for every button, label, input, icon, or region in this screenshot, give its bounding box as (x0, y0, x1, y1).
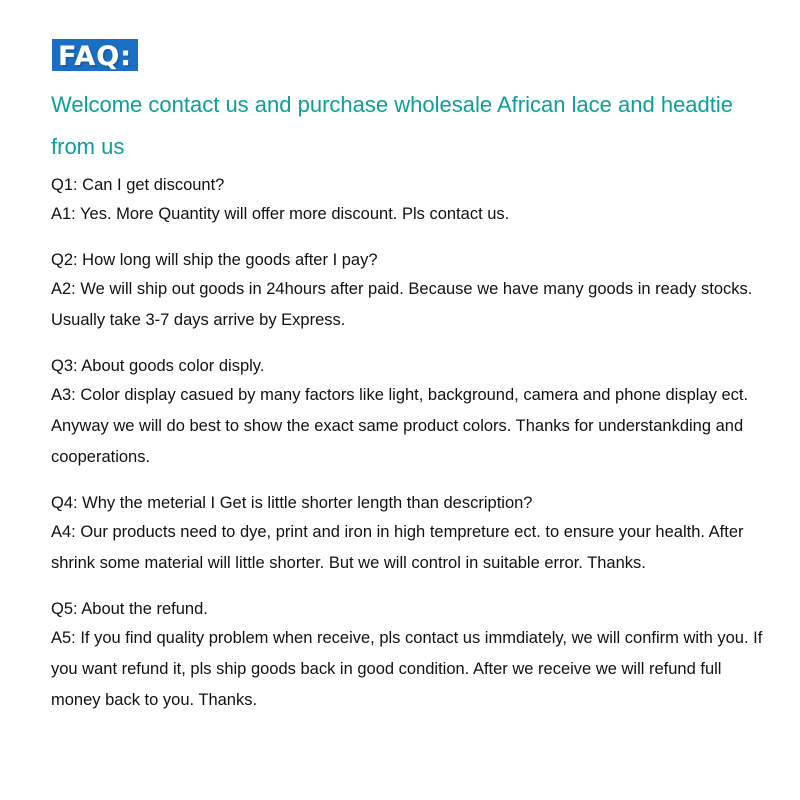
faq-item-4 (51, 490, 771, 579)
faq-item-1 (51, 172, 771, 230)
faq-answer-5: A5: If you find quality problem when receive, pls contact us immdiately, we will confirm with you. If you want refund it, pls ship goods back in good condition. After we receive we will refund full money back to you. Thanks. (51, 629, 763, 709)
faq-answer-2: A2: We will ship out goods in 24hours after paid. Because we have many goods in ready stocks. Usually take 3-7 days arrive by Express. (51, 280, 753, 329)
faq-question-4: Q4: Why the meterial I Get is little shorter length than description? (51, 494, 533, 512)
faq-badge (52, 39, 138, 71)
faq-question-2: Q2: How long will ship the goods after I pay? (51, 251, 378, 269)
faq-question-3: Q3: About goods color disply. (51, 357, 265, 375)
faq-answer-3: A3: Color display casued by many factors like light, background, camera and phone display ect. Anyway we will do best to show the exact same product colors. Thanks for understankding and cooperations. (51, 386, 749, 466)
faq-item-3 (51, 353, 771, 473)
faq-answer-4: A4: Our products need to dye, print and iron in high tempreture ect. to ensure your health. After shrink some material will little shorter. But we will control in suitable error. Thanks. (51, 523, 744, 572)
faq-item-5 (51, 596, 771, 716)
faq-list (51, 172, 771, 733)
faq-question-1: Q1: Can I get discount? (51, 176, 225, 194)
faq-question-5: Q5: About the refund. (51, 600, 208, 618)
page-headline: Welcome contact us and purchase wholesale African lace and headtie from us (51, 92, 734, 159)
faq-item-2 (51, 247, 771, 336)
faq-badge-label: FAQ: (58, 41, 132, 72)
faq-answer-1: A1: Yes. More Quantity will offer more discount. Pls contact us. (51, 205, 510, 223)
